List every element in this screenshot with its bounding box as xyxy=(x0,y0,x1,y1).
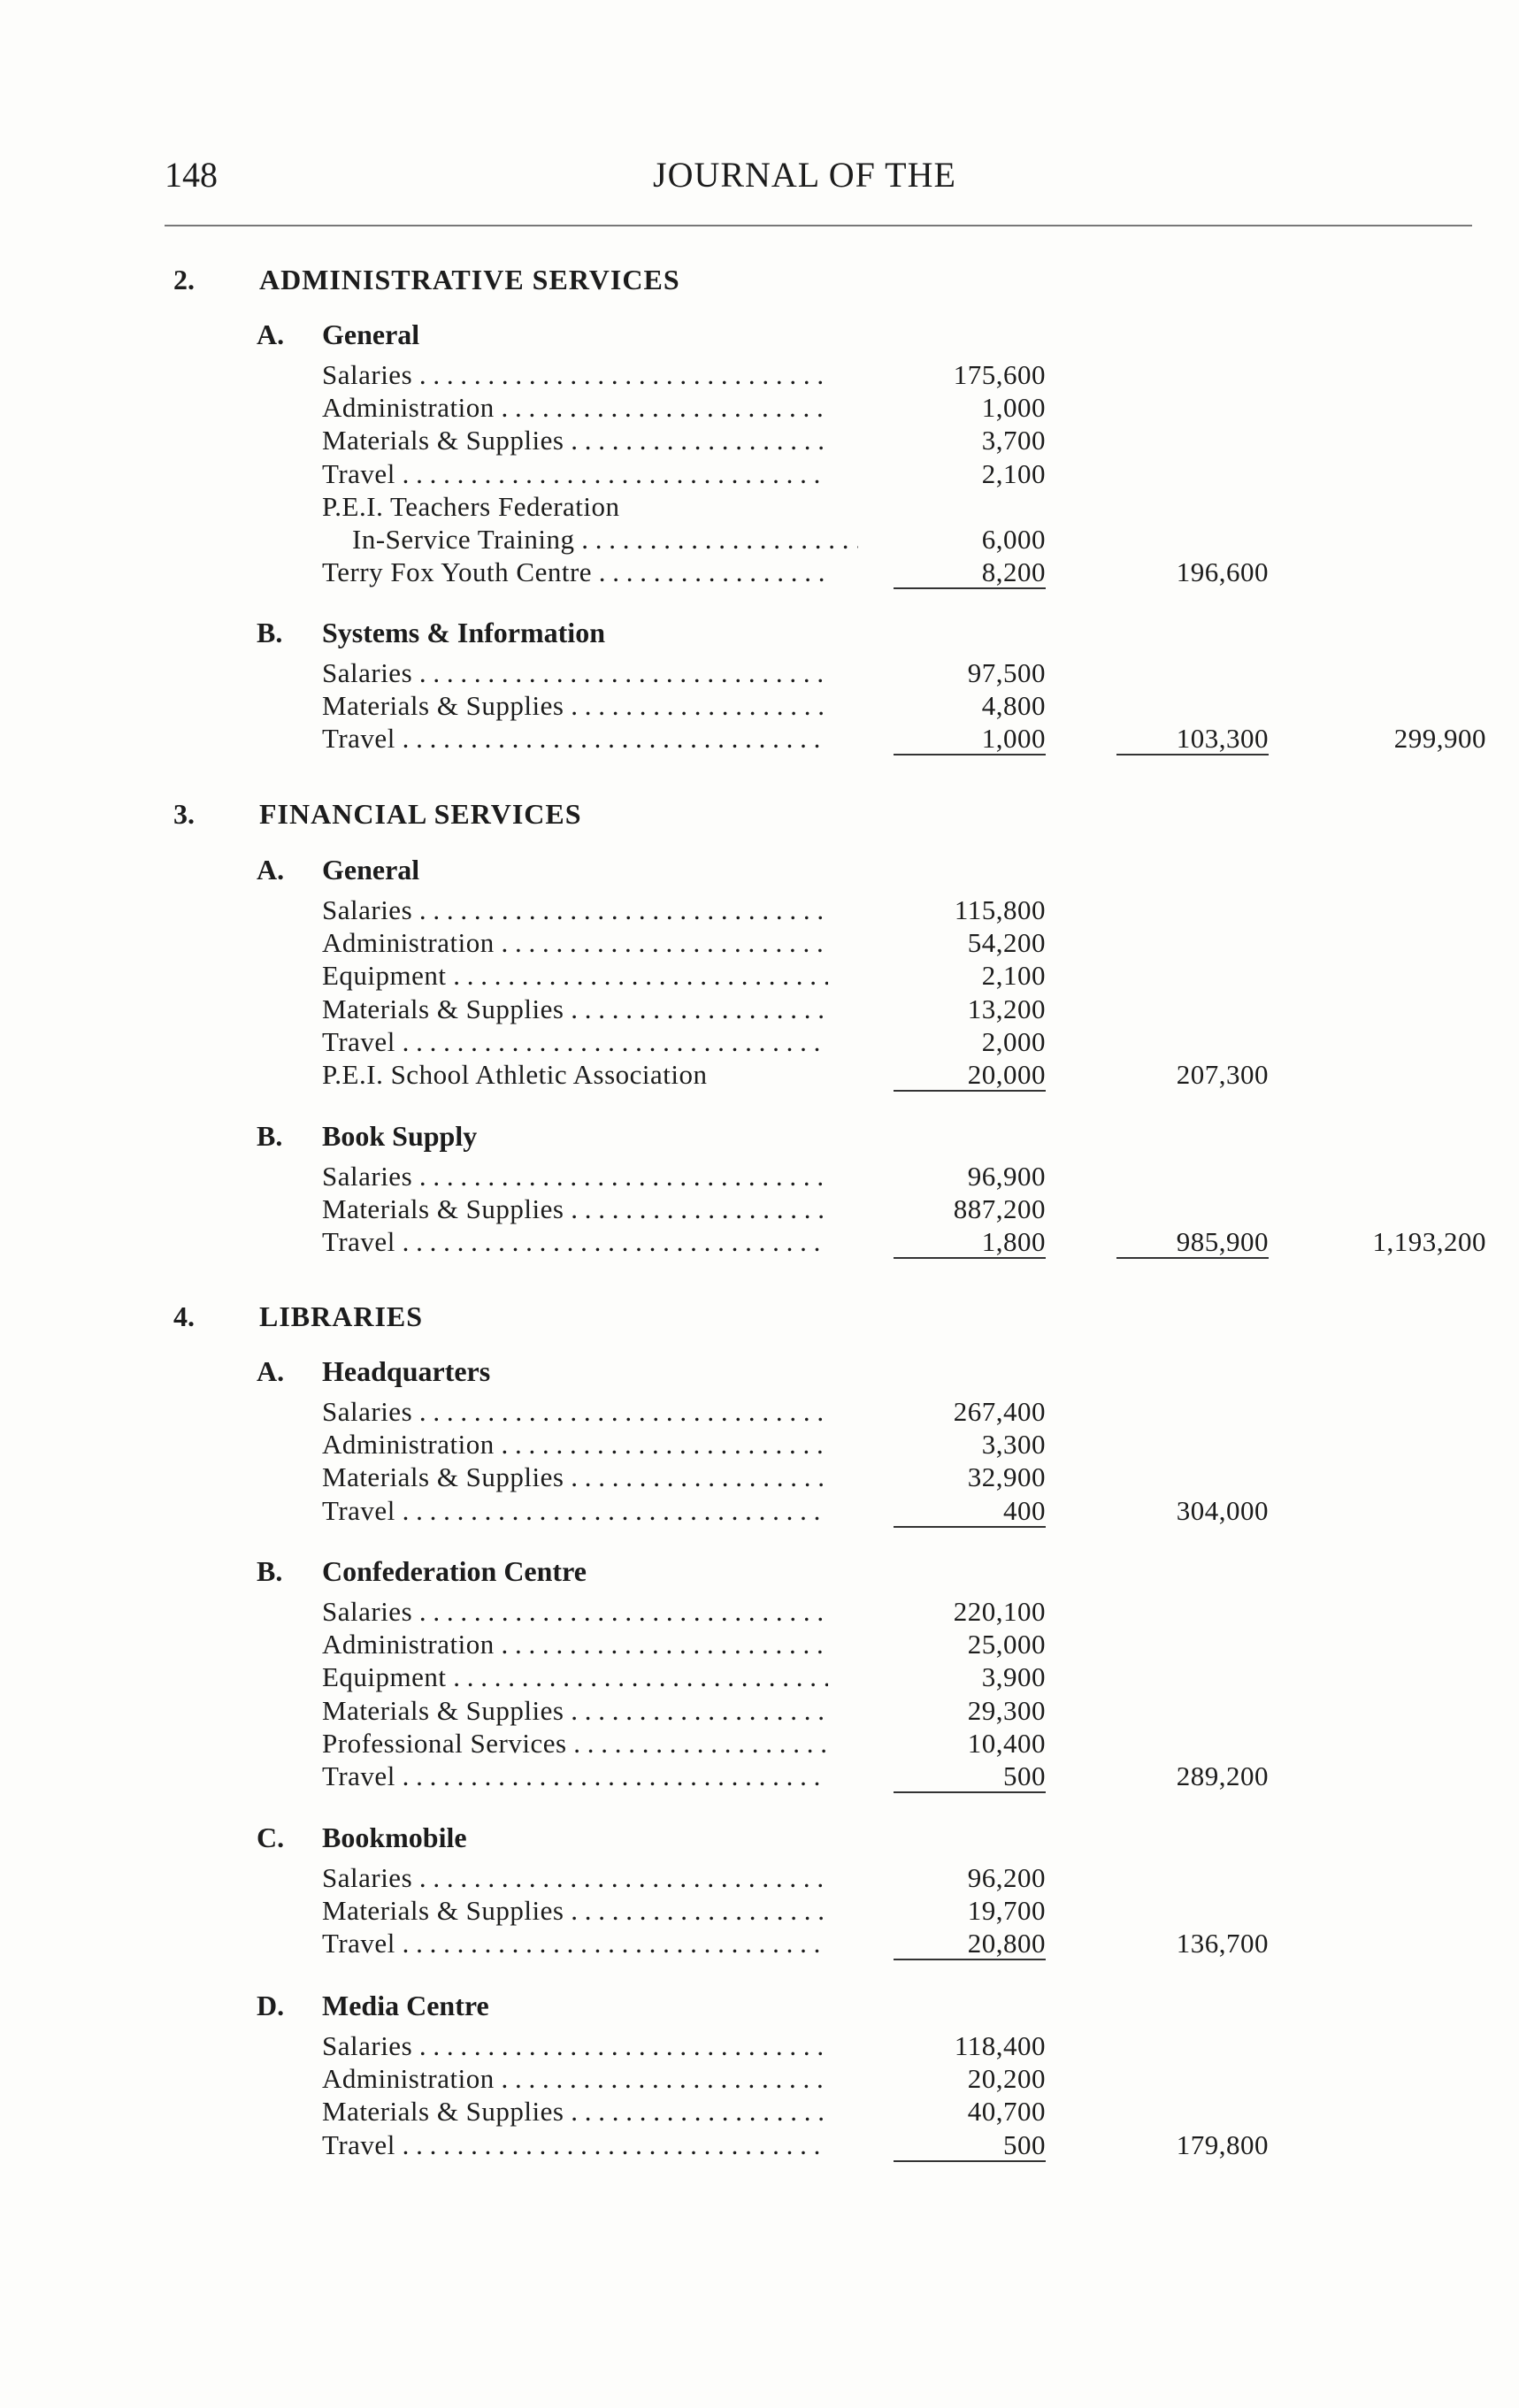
section-number: 2. xyxy=(173,264,195,295)
line-item-amount: 54,200 xyxy=(967,927,1046,959)
line-item-label: Materials & Supplies . . . xyxy=(322,424,828,456)
subsection-title: Headquarters xyxy=(322,1355,491,1387)
line-item-label: Travel . . . xyxy=(322,1025,828,1058)
line-item-label: Travel . . . xyxy=(322,457,828,490)
line-item-amount: 267,400 xyxy=(953,1396,1046,1427)
section-total: 299,900 xyxy=(1393,723,1486,755)
line-item-label: Professional Services . . . xyxy=(322,1727,828,1760)
subsection-letter: A. xyxy=(257,318,285,350)
line-item-amount: 2,000 xyxy=(981,1025,1046,1057)
line-item-amount: 6,000 xyxy=(981,524,1046,555)
section-number: 3. xyxy=(173,798,195,830)
line-item-label: Salaries . . . xyxy=(322,1595,828,1628)
line-item-amount: 115,800 xyxy=(954,894,1046,925)
section-number: 4. xyxy=(173,1300,195,1332)
line-item-label: Travel . . . xyxy=(322,1760,828,1792)
line-item-label: Materials & Supplies . . . xyxy=(322,1694,828,1727)
subsection-title: Bookmobile xyxy=(322,1821,467,1853)
line-item-amount: 2,100 xyxy=(981,960,1046,992)
line-item-label: P.E.I. School Athletic Association xyxy=(322,1059,708,1090)
line-item-amount: 500 xyxy=(1003,2128,1046,2160)
line-item-amount: 25,000 xyxy=(967,1629,1046,1660)
subtotal-underline xyxy=(1116,1257,1269,1259)
subsection-subtotal: 103,300 xyxy=(1176,723,1269,755)
line-item-label: Administration . . . xyxy=(322,1628,828,1660)
subsection-subtotal: 207,300 xyxy=(1176,1059,1269,1090)
line-item-amount: 32,900 xyxy=(967,1461,1046,1493)
line-item-label: Travel . . . xyxy=(322,1494,828,1527)
subsection-letter: C. xyxy=(257,1821,285,1853)
amount-underline xyxy=(894,1959,1046,1960)
subsection-title: Media Centre xyxy=(322,1990,489,2021)
line-item-amount: 20,000 xyxy=(967,1059,1046,1090)
line-item-label: Salaries . . . xyxy=(322,1395,828,1428)
line-item-label: Materials & Supplies . . . xyxy=(322,993,828,1025)
line-item-amount: 19,700 xyxy=(967,1895,1046,1927)
line-item-label: Administration . . . xyxy=(322,391,828,424)
line-item-label: Travel . . . xyxy=(322,1927,828,1959)
line-item-label: Materials & Supplies . . . xyxy=(322,1192,828,1225)
line-item-amount: 118,400 xyxy=(954,2030,1046,2061)
section-title: ADMINISTRATIVE SERVICES xyxy=(259,264,680,295)
line-item-label: Materials & Supplies . . . xyxy=(322,689,828,722)
page-number: 148 xyxy=(165,155,218,195)
subsection-subtotal: 136,700 xyxy=(1176,1928,1269,1959)
line-item-amount: 10,400 xyxy=(967,1727,1046,1759)
subsection-title: Confederation Centre xyxy=(322,1555,587,1587)
line-item-label: Salaries . . . xyxy=(322,656,828,689)
line-item-amount: 29,300 xyxy=(967,1694,1046,1726)
amount-underline xyxy=(894,587,1046,589)
section-total: 1,193,200 xyxy=(1372,1226,1486,1258)
line-item-label: Materials & Supplies . . . xyxy=(322,1894,828,1927)
line-item-amount: 8,200 xyxy=(981,556,1046,588)
subsection-letter: B. xyxy=(257,617,283,648)
running-head: JOURNAL OF THE xyxy=(653,155,956,195)
line-item-label: Equipment . . . xyxy=(322,1660,828,1693)
line-item-amount: 20,200 xyxy=(967,2063,1046,2095)
line-item-amount: 3,300 xyxy=(981,1429,1046,1461)
line-item-label: Salaries . . . xyxy=(322,2029,828,2062)
line-item-amount: 20,800 xyxy=(967,1928,1046,1959)
line-item-amount: 500 xyxy=(1003,1760,1046,1791)
line-item-label: Salaries . . . xyxy=(322,1160,828,1192)
line-item-amount: 1,000 xyxy=(981,392,1046,424)
line-item-label: Materials & Supplies . . . xyxy=(322,2095,828,2128)
line-item-amount: 96,900 xyxy=(967,1161,1046,1192)
amount-underline xyxy=(894,754,1046,755)
subsection-subtotal: 985,900 xyxy=(1176,1226,1269,1258)
subsection-letter: B. xyxy=(257,1120,283,1152)
line-item-amount: 220,100 xyxy=(953,1596,1046,1627)
subsection-letter: B. xyxy=(257,1555,283,1587)
amount-underline xyxy=(894,1526,1046,1528)
subtotal-underline xyxy=(1116,754,1269,755)
amount-underline xyxy=(894,1090,1046,1092)
header-rule xyxy=(165,225,1472,226)
line-item-amount: 3,900 xyxy=(981,1661,1046,1693)
line-item-amount: 400 xyxy=(1003,1494,1046,1526)
line-item-label: P.E.I. Teachers Federation xyxy=(322,490,620,522)
line-item-label: In-Service Training . . . xyxy=(322,523,858,556)
line-item-label: Salaries . . . xyxy=(322,893,828,926)
subsection-title: General xyxy=(322,854,420,886)
line-item-amount: 1,000 xyxy=(981,723,1046,755)
line-item-label: Administration . . . xyxy=(322,1428,828,1461)
subsection-subtotal: 179,800 xyxy=(1176,2128,1269,2160)
line-item-label: Administration . . . xyxy=(322,926,828,959)
line-item-amount: 2,100 xyxy=(981,457,1046,489)
amount-underline xyxy=(894,1791,1046,1793)
line-item-label: Terry Fox Youth Centre . . . xyxy=(322,556,828,588)
line-item-amount: 3,700 xyxy=(981,425,1046,456)
line-item-label: Administration . . . xyxy=(322,2062,828,2095)
subsection-letter: A. xyxy=(257,854,285,886)
line-item-label: Travel . . . xyxy=(322,2128,828,2161)
line-item-label: Materials & Supplies . . . xyxy=(322,1461,828,1493)
line-item-amount: 13,200 xyxy=(967,993,1046,1024)
amount-underline xyxy=(894,1257,1046,1259)
line-item-amount: 887,200 xyxy=(953,1193,1046,1225)
subsection-subtotal: 196,600 xyxy=(1176,556,1269,588)
subsection-subtotal: 289,200 xyxy=(1176,1760,1269,1791)
subsection-title: Systems & Information xyxy=(322,617,605,648)
line-item-amount: 40,700 xyxy=(967,2096,1046,2128)
line-item-amount: 96,200 xyxy=(967,1862,1046,1893)
line-item-amount: 1,800 xyxy=(981,1226,1046,1258)
line-item-label: Equipment . . . xyxy=(322,959,828,992)
section-title: LIBRARIES xyxy=(259,1300,424,1332)
line-item-label: Salaries . . . xyxy=(322,358,828,391)
line-item-amount: 97,500 xyxy=(967,657,1046,688)
line-item-label: Salaries . . . xyxy=(322,1861,828,1894)
subsection-title: General xyxy=(322,318,420,350)
line-item-label: Travel . . . xyxy=(322,1225,828,1258)
subsection-letter: A. xyxy=(257,1355,285,1387)
subsection-title: Book Supply xyxy=(322,1120,478,1152)
subsection-letter: D. xyxy=(257,1990,285,2021)
subsection-subtotal: 304,000 xyxy=(1176,1494,1269,1526)
section-title: FINANCIAL SERVICES xyxy=(259,798,582,830)
line-item-label: Travel . . . xyxy=(322,722,828,755)
line-item-amount: 175,600 xyxy=(953,359,1046,390)
line-item-amount: 4,800 xyxy=(981,690,1046,722)
amount-underline xyxy=(894,2160,1046,2162)
